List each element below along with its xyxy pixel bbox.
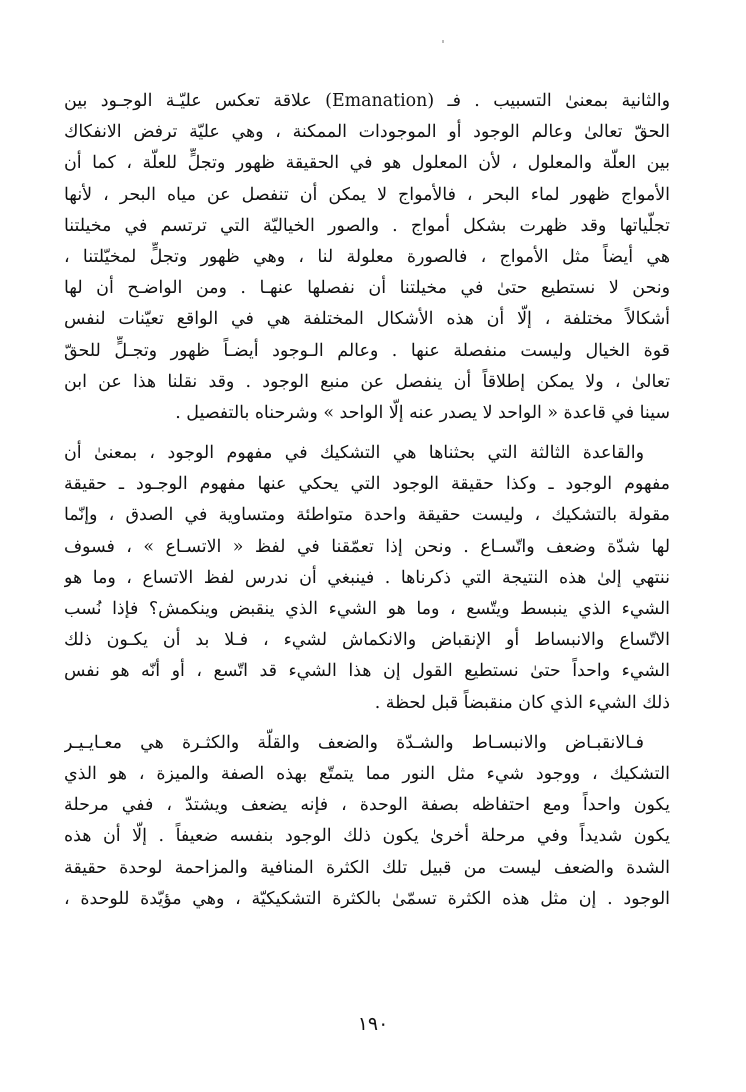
- body-text: [64, 86, 670, 915]
- text-line: تعالىٰ ، ولا يمكن إطلاقاً أن ينفصل عن منبع الوجود . وقد نقلنا هذا عن ابن: [64, 371, 670, 392]
- text-line: هي أيضاً مثل الأمواج ، فالصورة معلولة لنا ، وهي ظهور وتجلٍّ لمخيّلتنا ،: [64, 246, 670, 267]
- text-line: يكون شديداً وفي مرحلة أخرىٰ يكون ذلك الوجود بنفسه ضعيفاً . إلّا أن هذه: [64, 826, 670, 847]
- text-line: الشيء الذي ينبسط ويتّسع ، وما هو الشيء الذي ينقبض وينكمش؟ فإذا نُسب: [64, 599, 670, 619]
- text-line: يكون واحداً ومع احتفاظه بصفة الوحدة ، فإنه يضعف ويشتدّ ، ففي مرحلة: [64, 795, 670, 816]
- text-line: الوجود . إن مثل هذه الكثرة تسمّىٰ بالكثرة التشكيكيّة ، وهي مؤيّدة للوحدة ،: [64, 888, 670, 909]
- text-line: الاتّساع والانبساط أو الإنقباض والانكماش لشيء ، فـلا بد أن يكـون ذلك: [64, 630, 670, 651]
- paragraph-1: [64, 86, 670, 429]
- text-line: سينا في قاعدة « الواحد لا يصدر عنه إلّا الواحد » وشرحناه بالتفصيل .: [175, 402, 670, 423]
- text-line: مقولة بالتشكيك ، وليست حقيقة واحدة متواطئة ومتساوية في الصدق ، وإنّما: [64, 505, 670, 526]
- scan-speck: [442, 40, 444, 43]
- text-line: أشكالاً مختلفة ، إلّا أن هذه الأشكال المختلفة هي في الواقع تعيّنات لنفس: [64, 309, 670, 330]
- page-number: ١٩٠: [357, 1013, 389, 1035]
- text-line: التشكيك ، ووجود شيء مثل النور مما يتمتّع بهذه الصفة والميزة ، هو الذي: [64, 763, 670, 784]
- text-line: بين العلّة والمعلول ، لأن المعلول هو في الحقيقة ظهور وتجلٍّ للعلّة ، كما أن: [64, 153, 670, 174]
- text-line: والثانية بمعنىٰ التسبيب . فـ (Emanation) علاقة تعكس عليّـة الوجـود بين: [64, 91, 670, 111]
- paragraph-2: [64, 438, 670, 719]
- text-line: فـالانقبـاض والانبسـاط والشـدّة والضعف والقلّة والكثـرة هي معـايـيـر: [64, 732, 644, 753]
- text-line: الحقّ تعالىٰ وعالم الوجود أو الموجودات الممكنة ، وهي عليّة ترفض الانفكاك: [64, 122, 670, 143]
- text-line: ونحن لا نستطيع حتىٰ في مخيلتنا أن نفصلها عنهـا . ومن الواضـح أن لها: [64, 278, 670, 299]
- text-line: الشيء واحداً حتىٰ نستطيع القول إن هذا الشيء قد اتّسع ، أو أنّه هو نفس: [64, 661, 670, 682]
- text-line: والقاعدة الثالثة التي بحثناها هي التشكيك في مفهوم الوجود ، بمعنىٰ أن: [64, 443, 644, 464]
- text-line: تجلّياتها وقد ظهرت بشكل أمواج . والصور الخياليّة التي ترتسم في مخيلتنا: [64, 215, 670, 236]
- text-line: مفهوم الوجود ـ وكذا حقيقة الوجود التي يحكي عنها مفهوم الوجـود ـ حقيقة: [64, 474, 670, 495]
- text-line: ننتهي إلىٰ هذه النتيجة التي ذكرناها . فينبغي أن ندرس لفظ الاتساع ، وما هو: [64, 567, 670, 588]
- paragraph-3: [64, 728, 670, 915]
- text-line: الأمواج ظهور لماء البحر ، فالأمواج لا يمكن أن تنفصل عن مياه البحر ، لأنها: [64, 184, 670, 205]
- text-line: قوة الخيال وليست منفصلة عنها . وعالم الـوجود أيضـاً ظهور وتجـلٍّ للحقّ: [64, 340, 670, 361]
- text-line: ذلك الشيء الذي كان منقبضاً قبل لحظة .: [374, 692, 670, 713]
- text-line: لها شدّة وضعف واتّسـاع . ونحن إذا تعمّقنا في لفظ « الاتسـاع » ، فسوف: [64, 536, 670, 557]
- text-line: الشدة والضعف ليست من قبيل تلك الكثرة المنافية والمزاحمة لوحدة حقيقة: [64, 857, 670, 878]
